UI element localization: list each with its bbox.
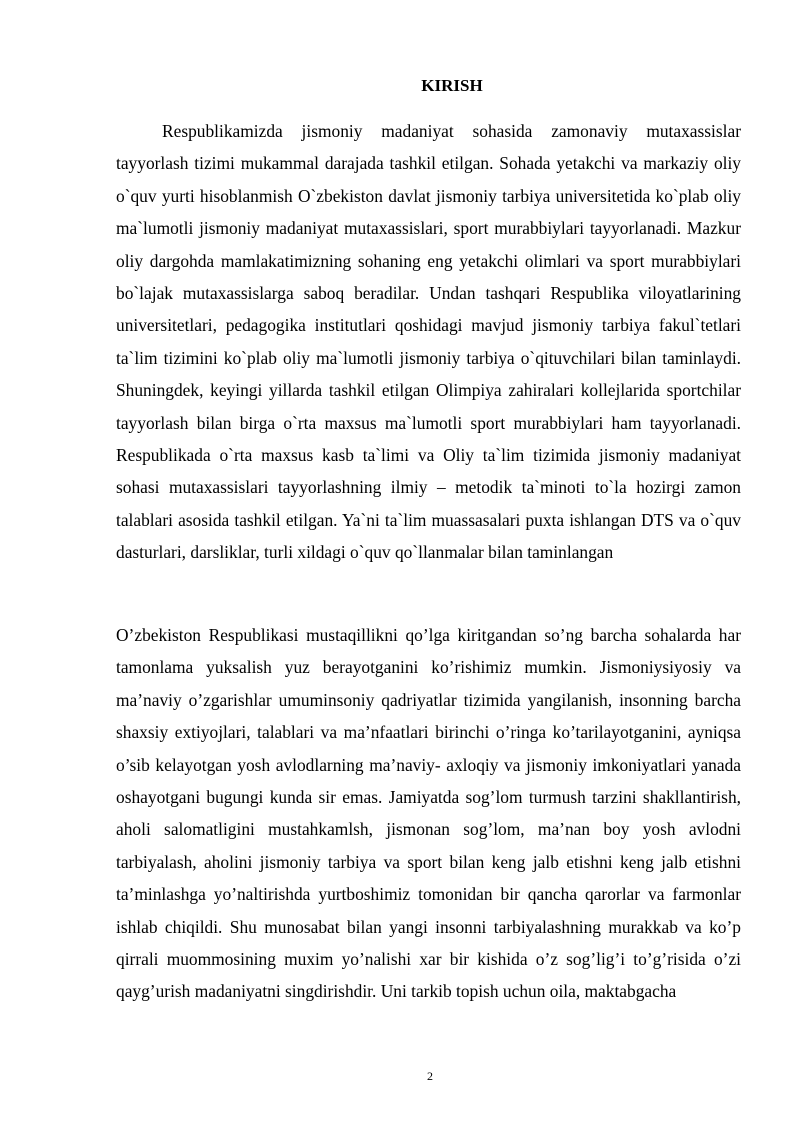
page-title: KIRISH	[421, 76, 483, 95]
paragraph-intro: Respublikamizda jismoniy madaniyat sohasida zamonaviy mutaxassislar tayyorlash tizimi mukammal darajada tashkil etilgan. Sohada yetakchi va markaziy oliy o`quv yurti hisoblanmish O`zbekiston davlat jismoniy tarbiya universitetida ko`plab oliy ma`lumotli jismoniy madaniyat mutaxassislari, sport murabbiylari tayyorlanadi. Mazkur oliy dargohda mamlakatimizning sohaning eng yetakchi olimlari va sport murabbiylari bo`lajak mutaxassislarga saboq beradilar. Undan tashqari Respublika viloyatlarining universitetlari, pedagogika institutlari qoshidagi mavjud jismoniy tarbiya fakul`tetlari ta`lim tizimini ko`plab oliy ma`lumotli jismoniy tarbiya o`qituvchilari bilan taminlaydi. Shuningdek, keyingi yillarda tashkil etilgan Olimpiya zahiralari kollejlarida sportchilar tayyorlash bilan birga o`rta maxsus ma`lumotli sport murabbiylari ham tayyorlanadi. Respublikada o`rta maxsus kasb ta`limi va Oliy ta`lim tizimida jismoniy madaniyat sohasi mutaxassislari tayyorlashning ilmiy – metodik ta`minoti to`la hozirgi zamon talablari asosida tashkil etilgan. Ya`ni ta`lim muassasalari puxta ishlangan DTS va o`quv dasturlari, darsliklar, turli xildagi o`quv qo`llanmalar bilan taminlangan	[116, 121, 741, 563]
paragraph-independence: O’zbekiston Respublikasi mustaqillikni qo’lga kiritgandan so’ng barcha sohalarda har tamonlama yuksalish yuz berayotganini ko’rishimiz mumkin. Jismoniysiyosiy va ma’naviy o’zgarishlar umuminsoniy qadriyatlar tizimida yangilanish, insonning barcha shaxsiy extiyojlari, talablari va ma’nfaatlari birinchi o’ringa ko’tarilayotganini, ayniqsa o’sib kelayotgan yosh avlodlarning ma’naviy- axloqiy va jismoniy imkoniyatlari yanada oshayotgani bugungi kunda sir emas. Jamiyatda sog’lom turmush tarzini shakllantirish, aholi salomatligini mustahkamlsh, jismonan sog’lom, ma’nan boy yosh avlodni tarbiyalash, aholini jismoniy tarbiya va sport bilan keng jalb etishni keng jalb etishni ta’minlashga yo’naltirishda yurtboshimiz tomonidan bir qancha qarorlar va farmonlar ishlab chiqildi. Shu munosabat bilan yangi insonni tarbiyalashning murakkab va ko’p qirrali muommosining muxim yo’nalishi xar bir kishida o’z sog’lig’i to’g’risida o’zi qayg’urish madaniyatni singdirishdir. Uni tarkib topish uchun oila, maktabgacha	[116, 625, 741, 1002]
page-number: 2	[427, 1069, 433, 1083]
